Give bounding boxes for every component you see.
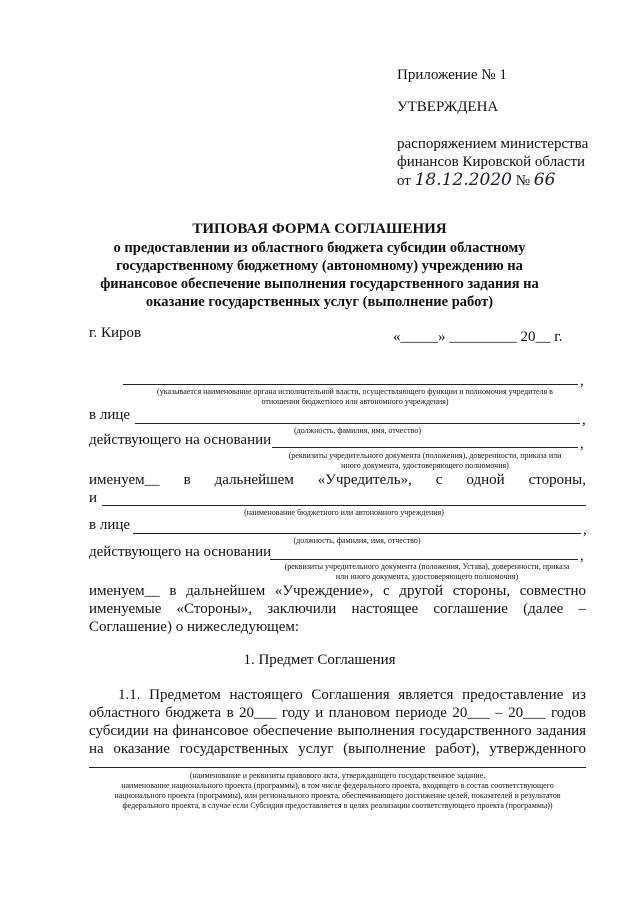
docs2-hint-1: (реквизиты учредительного документа (положения, Устава), доверенности, приказа	[284, 562, 570, 571]
document-title: ТИПОВАЯ ФОРМА СОГЛАШЕНИЯ	[192, 221, 447, 237]
position-line	[135, 423, 580, 424]
title-line-4: оказание государственных услуг (выполнение работ)	[145, 294, 494, 310]
title-line-1: о предоставлении из областного бюджета субсидии областному	[113, 240, 526, 256]
acting-basis-label: действующего на основании	[89, 432, 272, 448]
basis-docs-line-2	[270, 559, 578, 560]
handwritten-date: 18.12.2020	[414, 170, 512, 190]
named-institution-line-3: Соглашение) о нижеследующем:	[89, 619, 300, 635]
basis-docs-line	[272, 447, 578, 448]
handwritten-number: 66	[533, 170, 556, 190]
from-prefix: от	[397, 173, 411, 189]
position-line-2	[133, 533, 581, 534]
footnote-line-2: наименование национального проекта (программы), в том числе федерального проекта, входящего в состав соответствующего	[121, 781, 554, 790]
institution-hint: (наименование бюджетного или автономного учреждения)	[244, 508, 444, 517]
order-line-2: финансов Кировской области	[397, 154, 586, 170]
footnote-line-1: (наименование и реквизиты правового акта, утверждающего государственное задание,	[189, 771, 486, 780]
section-1-p1-line-1: 1.1. Предметом настоящего Соглашения является предоставление из	[118, 687, 586, 703]
position-hint-2: (должность, фамилия, имя, отчество)	[293, 536, 421, 545]
authority-name-line	[123, 384, 578, 385]
section-1-p1-line-2: областного бюджета в 20___ году и плановом периоде 20___ – 20___ годов	[89, 705, 586, 721]
docs-hint-2: иного документа, удостоверяющего полномочия)	[341, 461, 509, 470]
docs2-hint-2: или иного документа, удостоверяющего полномочия)	[335, 572, 519, 581]
position-hint: (должность, фамилия, имя, отчество)	[294, 426, 421, 435]
section-1-heading: 1. Предмет Соглашения	[243, 652, 396, 668]
in-person-label: в лице	[89, 407, 131, 423]
and-label: и	[89, 490, 98, 506]
named-institution-line-2: именуемые «Стороны», заключили настоящее соглашение (далее –	[89, 601, 586, 617]
comma: ,	[583, 522, 587, 538]
acting-basis-label-2: действующего на основании	[89, 544, 272, 560]
comma: ,	[582, 412, 586, 428]
comma: ,	[580, 436, 584, 452]
order-date-line	[397, 171, 555, 190]
section-1-p1-line-4: на оказание государственных услуг (выполнение работ), утвержденного	[89, 741, 586, 757]
in-person-label-2: в лице	[89, 517, 131, 533]
docs-hint-1: (реквизиты учредительного документа (положения), доверенности, приказа или	[288, 451, 562, 460]
institution-name-line	[102, 505, 586, 506]
title-line-3: финансовое обеспечение выполнения государственного задания на	[100, 276, 539, 292]
order-line-1: распоряжением министерства	[397, 136, 589, 152]
footnote-line-3: национального проекта (программы), или регионального проекта, обеспечивающего достижение целей, показателей и результатов	[114, 791, 561, 800]
section-1-p1-line-3: субсидии на финансовое обеспечение выполнения государственного задания	[89, 723, 586, 739]
named-founder-text: именуем__ в дальнейшем «Учредитель», с одной стороны,	[89, 472, 586, 488]
number-sign: №	[515, 173, 531, 189]
appendix-label: Приложение № 1	[397, 67, 507, 83]
authority-hint-1: (указывается наименование органа исполнительной власти, осуществляющего функции и полномочия учредителя в	[157, 387, 553, 396]
comma: ,	[580, 548, 584, 564]
footnote-line-4: федерального проекта, в случае если Субсидия предоставляется в целях реализации соответствующего проекта (программы))	[122, 801, 553, 810]
city-label: г. Киров	[89, 325, 142, 341]
approved-label: УТВЕРЖДЕНА	[397, 99, 499, 115]
named-institution-line-1: именуем__ в дальнейшем «Учреждение», с другой стороны, совместно	[89, 583, 586, 599]
comma: ,	[580, 373, 584, 389]
title-line-2: государственному бюджетному (автономному) учреждению на	[116, 258, 523, 274]
authority-hint-2: отношении бюджетного или автономного учреждения)	[261, 397, 449, 406]
legal-act-line	[89, 767, 586, 768]
agreement-date-placeholder: «_____» _________ 20__ г.	[393, 329, 563, 345]
